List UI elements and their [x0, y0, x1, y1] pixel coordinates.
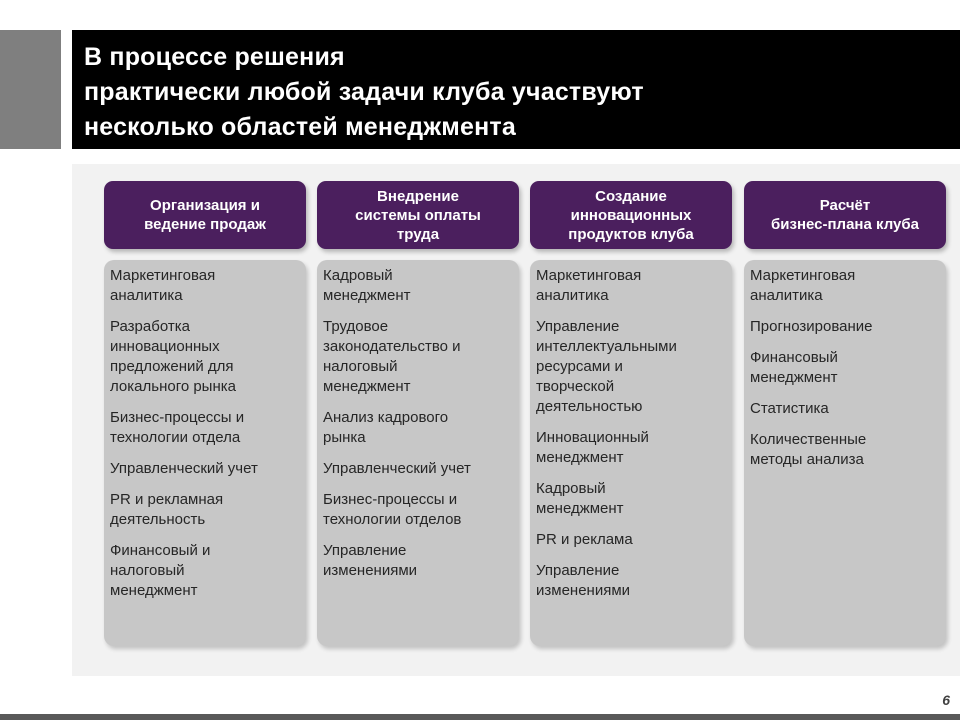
list-item-line: Маркетинговая: [750, 267, 856, 284]
list-item-line: законодательство и: [323, 338, 461, 355]
list-item-line: изменениями: [323, 562, 418, 579]
list-item: [750, 317, 942, 337]
list-item: [750, 399, 942, 419]
list-item-line: налоговый: [110, 562, 185, 579]
list-item-line: менеджмент: [323, 378, 411, 395]
column-body: [104, 260, 306, 646]
list-item-line: PR и реклама: [536, 531, 633, 548]
list-item-line: технологии отделов: [323, 511, 462, 528]
title-line-3: несколько областей менеджмента: [84, 113, 516, 141]
list-item-line: Трудовое: [323, 318, 389, 335]
column-header-line: Организация и: [150, 197, 260, 214]
list-item-line: налоговый: [323, 358, 398, 375]
list-item-line: Кадровый: [536, 480, 606, 497]
column-body: [744, 260, 946, 646]
list-item-line: Управление: [536, 562, 620, 579]
list-item-line: ресурсами и: [536, 358, 623, 375]
column-header-text: [568, 187, 693, 244]
area-column-2: [317, 181, 519, 579]
column-header-line: ведение продаж: [144, 216, 266, 233]
column-header-line: системы оплаты: [355, 206, 481, 224]
column-header-line: труда: [396, 225, 440, 243]
list-item-line: аналитика: [750, 287, 823, 304]
list-item-line: изменениями: [536, 582, 631, 599]
list-item-line: PR и рекламная: [110, 491, 224, 508]
column-header: [744, 181, 946, 249]
list-item: [750, 430, 942, 470]
list-item: [536, 317, 728, 417]
column-header-text: [355, 187, 481, 244]
title-bar: [72, 30, 960, 149]
list-item: [536, 428, 728, 468]
list-item-line: менеджмент: [536, 449, 624, 466]
list-item-line: Финансовый и: [110, 542, 211, 559]
list-item-line: творческой: [536, 378, 615, 395]
list-item-line: Бизнес-процессы и: [110, 409, 245, 426]
list-item: [536, 266, 728, 306]
list-item-line: Инновационный: [536, 429, 649, 446]
column-header: [530, 181, 732, 249]
list-item: [323, 317, 515, 397]
column-body: [530, 260, 732, 646]
list-item-line: деятельность: [110, 511, 206, 528]
column-header: [317, 181, 519, 249]
list-item-line: рынка: [323, 429, 366, 446]
list-item-line: Финансовый: [750, 349, 838, 366]
list-item: [323, 408, 515, 448]
list-item: [110, 408, 302, 448]
column-header-line: продуктов клуба: [568, 225, 694, 243]
list-item-line: Прогнозирование: [750, 318, 873, 335]
column-header-text: [144, 196, 266, 234]
area-column-3: [530, 181, 732, 599]
page-number: 6: [942, 692, 950, 708]
column-header-line: бизнес-плана клуба: [771, 216, 919, 233]
list-item: [110, 317, 302, 397]
list-item: [323, 459, 515, 479]
list-item-line: Управленческий учет: [110, 460, 258, 477]
area-column-4: [744, 181, 946, 468]
list-item-line: интеллектуальными: [536, 338, 677, 355]
list-item: [110, 541, 302, 601]
column-header-line: Внедрение: [377, 187, 459, 205]
list-item-line: менеджмент: [536, 500, 624, 517]
column-header-line: Расчёт: [819, 197, 871, 214]
list-item-line: Маркетинговая: [536, 267, 642, 284]
list-item-line: Управление: [323, 542, 407, 559]
list-item-line: инновационных: [110, 338, 220, 355]
list-item: [750, 266, 942, 306]
list-item-line: деятельностью: [536, 398, 643, 415]
list-item: [110, 459, 302, 479]
column-header-line: Создание: [595, 187, 667, 205]
area-column-1: [104, 181, 306, 599]
list-item-line: Управление: [536, 318, 620, 335]
column-header-line: инновационных: [570, 206, 692, 224]
list-item-line: Анализ кадрового: [323, 409, 449, 426]
column-body: [317, 260, 519, 646]
list-item: [323, 490, 515, 530]
bottom-bar: [0, 714, 960, 720]
title-line-1: В процессе решения: [84, 43, 345, 71]
list-item-line: Маркетинговая: [110, 267, 216, 284]
list-item-line: Кадровый: [323, 267, 393, 284]
list-item: [536, 530, 728, 550]
list-item-line: Статистика: [750, 400, 829, 417]
list-item-line: Количественные: [750, 431, 867, 448]
list-item-line: локального рынка: [110, 378, 236, 395]
list-item-line: методы анализа: [750, 451, 864, 468]
list-item: [536, 561, 728, 601]
left-accent-bar: [0, 30, 61, 149]
list-item-line: менеджмент: [750, 369, 838, 386]
column-header: [104, 181, 306, 249]
list-item-line: менеджмент: [110, 582, 198, 599]
list-item: [110, 490, 302, 530]
list-item: [750, 348, 942, 388]
list-item-line: предложений для: [110, 358, 234, 375]
list-item-line: аналитика: [110, 287, 183, 304]
title-line-2: практически любой задачи клуба участвуют: [84, 78, 644, 106]
list-item-line: технологии отдела: [110, 429, 241, 446]
column-header-text: [771, 196, 919, 234]
list-item: [323, 266, 515, 306]
list-item-line: менеджмент: [323, 287, 411, 304]
list-item-line: Бизнес-процессы и: [323, 491, 458, 508]
list-item-line: аналитика: [536, 287, 609, 304]
list-item: [323, 541, 515, 581]
list-item: [110, 266, 302, 306]
list-item-line: Управленческий учет: [323, 460, 471, 477]
list-item-line: Разработка: [110, 318, 190, 335]
list-item: [536, 479, 728, 519]
